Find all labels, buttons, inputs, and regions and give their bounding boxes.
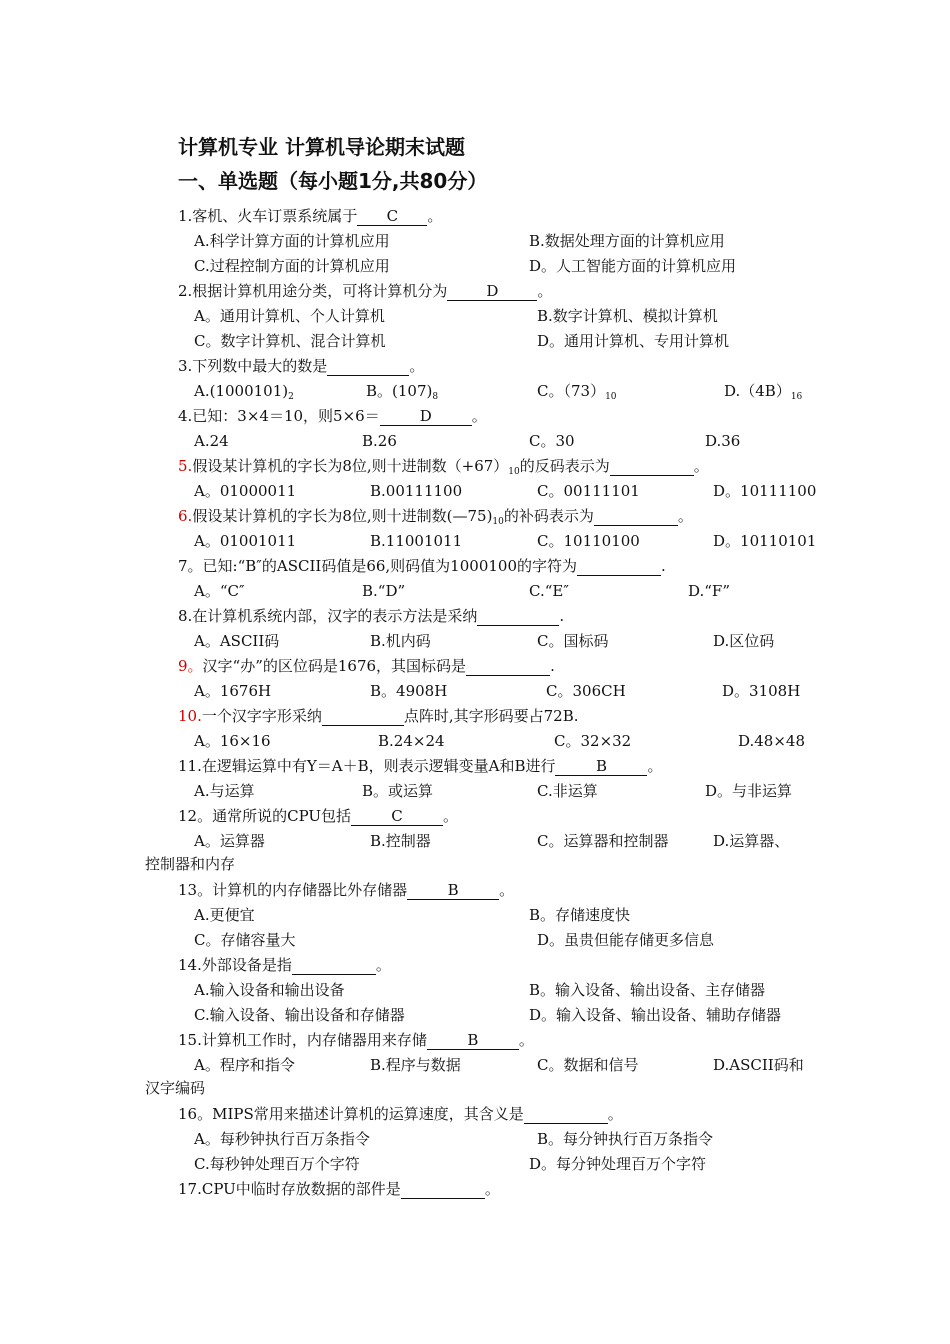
option-c: C。数字计算机、混合计算机 — [194, 332, 386, 350]
option-c: C。10110100 — [537, 532, 640, 550]
question-4: 4.已知：3×4＝10，则5×6＝ D 。 — [178, 407, 487, 425]
answer-blank — [292, 957, 376, 975]
option-d: D。通用计算机、专用计算机 — [537, 332, 730, 350]
option-a: $A.(1000101)_2$ — [194, 382, 294, 402]
option-c: C。30 — [529, 432, 575, 450]
answer-blank — [524, 1106, 608, 1124]
option-d: D.区位码 — [713, 632, 775, 650]
option-d: D。虽贵但能存储更多信息 — [537, 931, 715, 949]
section-heading: 一、单选题（每小题1分,共80分） — [178, 169, 488, 193]
option-d: D。人工智能方面的计算机应用 — [529, 257, 737, 275]
option-d: D.36 — [705, 432, 741, 450]
option-d: D.48×48 — [738, 732, 806, 750]
option-a: A。01000011 — [194, 482, 297, 500]
option-a: A。01001011 — [194, 532, 297, 550]
option-a: A。16×16 — [194, 732, 271, 750]
question-15: 15.计算机工作时，内存储器用来存储 B 。 — [178, 1031, 534, 1049]
option-c: C。存储容量大 — [194, 931, 296, 949]
option-b: B.程序与数据 — [370, 1056, 461, 1074]
option-d: D.ASCII码和 — [713, 1056, 804, 1074]
option-b: B.控制器 — [370, 832, 431, 850]
question-14: 14.外部设备是指 。 — [178, 956, 391, 974]
option-a: A。“C″ — [194, 582, 245, 600]
answer-blank — [322, 708, 404, 726]
answer-blank — [577, 558, 661, 576]
question-13: 13。计算机的内存储器比外存储器 B 。 — [178, 881, 515, 899]
question-11: 11.在逻辑运算中有Y＝A＋B，则表示逻辑变量A和B进行 B 。 — [178, 757, 663, 775]
option-c: C。$(73)_{10}$ — [537, 382, 617, 402]
option-b: B.“D” — [362, 582, 406, 600]
option-d: D。每分钟处理百万个字符 — [529, 1155, 707, 1173]
question-16: 16。MIPS常用来描述计算机的运算速度，其含义是 。 — [178, 1105, 623, 1123]
option-a: A。ASCII码 — [194, 632, 280, 650]
option-b: B.机内码 — [370, 632, 431, 650]
option-c: C。数据和信号 — [537, 1056, 639, 1074]
option-d: D。输入设备、输出设备、辅助存储器 — [529, 1006, 782, 1024]
option-b: B。存储速度快 — [529, 906, 631, 924]
answer-blank — [401, 1181, 485, 1199]
option-b: B.11001011 — [370, 532, 463, 550]
option-b: B。每分钟执行百万条指令 — [537, 1130, 714, 1148]
option-b: B。4908H — [370, 682, 448, 700]
option-c: C.过程控制方面的计算机应用 — [194, 257, 390, 275]
option-b: B。输入设备、输出设备、主存储器 — [529, 981, 766, 999]
option-d: D。10111100 — [713, 482, 817, 500]
option-a: A.更便宜 — [194, 906, 255, 924]
option-b: B.24×24 — [378, 732, 445, 750]
option-a: A。每秒钟执行百万条指令 — [194, 1130, 370, 1148]
option-b: B.00111100 — [370, 482, 463, 500]
option-a: A。通用计算机、个人计算机 — [194, 307, 385, 325]
option-a: A。运算器 — [194, 832, 265, 850]
option-c: C.非运算 — [537, 782, 598, 800]
answer-blank: D — [380, 408, 472, 426]
option-a: A.与运算 — [194, 782, 255, 800]
option-a: A.科学计算方面的计算机应用 — [194, 232, 390, 250]
question-9: 9。汉字“办”的区位码是1676，其国标码是 . — [178, 657, 555, 675]
option-c: C.每秒钟处理百万个字符 — [194, 1155, 360, 1173]
option-b: B.数据处理方面的计算机应用 — [529, 232, 725, 250]
option-b: B.数字计算机、模拟计算机 — [537, 307, 718, 325]
option-c: C.输入设备、输出设备和存储器 — [194, 1006, 405, 1024]
option-c: C。00111101 — [537, 482, 640, 500]
option-b: B.26 — [362, 432, 397, 450]
option-c: C。32×32 — [554, 732, 632, 750]
answer-blank — [610, 458, 694, 476]
answer-blank: B — [427, 1032, 519, 1050]
question-6: 6.假设某计算机的字长为8位,则十进制数$(—75)_{10}$的补码表示为 。 — [178, 507, 693, 527]
question-2: 2.根据计算机用途分类，可将计算机分为 D 。 — [178, 282, 553, 300]
option-d: D.运算器、 — [713, 832, 790, 850]
answer-blank — [477, 608, 559, 626]
option-c: C。国标码 — [537, 632, 609, 650]
exam-title: 计算机专业 计算机导论期末试题 — [178, 135, 465, 159]
option-b: B。或运算 — [362, 782, 434, 800]
question-3: 3.下列数中最大的数是 。 — [178, 357, 425, 375]
answer-blank: C — [351, 808, 443, 826]
option-c: C.“E″ — [529, 582, 569, 600]
option-d: D。3108H — [722, 682, 801, 700]
question-5: 5.假设某计算机的字长为8位,则十进制数$(+67)_{10}$的反码表示为 。 — [178, 457, 709, 477]
option-a: A。1676H — [194, 682, 272, 700]
question-12: 12。通常所说的CPU包括 C 。 — [178, 807, 459, 825]
option-d: D。10110101 — [713, 532, 817, 550]
option-a: A.24 — [194, 432, 229, 450]
question-10: 10.一个汉字字形采纳 点阵时,其字形码要占72B. — [178, 707, 579, 725]
option-c: C。306CH — [546, 682, 626, 700]
answer-blank — [466, 658, 550, 676]
option-a: A。程序和指令 — [194, 1056, 295, 1074]
answer-blank — [327, 358, 409, 376]
option-c: C。运算器和控制器 — [537, 832, 669, 850]
answer-blank — [594, 508, 678, 526]
answer-blank: C — [357, 208, 427, 226]
option-d-continued: 控制器和内存 — [145, 855, 236, 873]
option-d: D。与非运算 — [705, 782, 793, 800]
question-7: 7。已知:“B″的ASCII码值是66,则码值为1000100的字符为 . — [178, 557, 666, 575]
answer-blank: B — [555, 758, 647, 776]
option-d: D.“F” — [688, 582, 731, 600]
option-a: A.输入设备和输出设备 — [194, 981, 345, 999]
question-17: 17.CPU中临时存放数据的部件是 。 — [178, 1180, 500, 1198]
question-1: 1.客机、火车订票系统属于 C 。 — [178, 207, 443, 225]
option-d-continued: 汉字编码 — [145, 1079, 206, 1097]
option-d: $D.(4B)_{16}$ — [724, 382, 803, 402]
answer-blank: D — [447, 283, 537, 301]
option-b: B。$(107)_8$ — [366, 382, 439, 402]
question-8: 8.在计算机系统内部，汉字的表示方法是采纳 . — [178, 607, 565, 625]
answer-blank: B — [407, 882, 499, 900]
